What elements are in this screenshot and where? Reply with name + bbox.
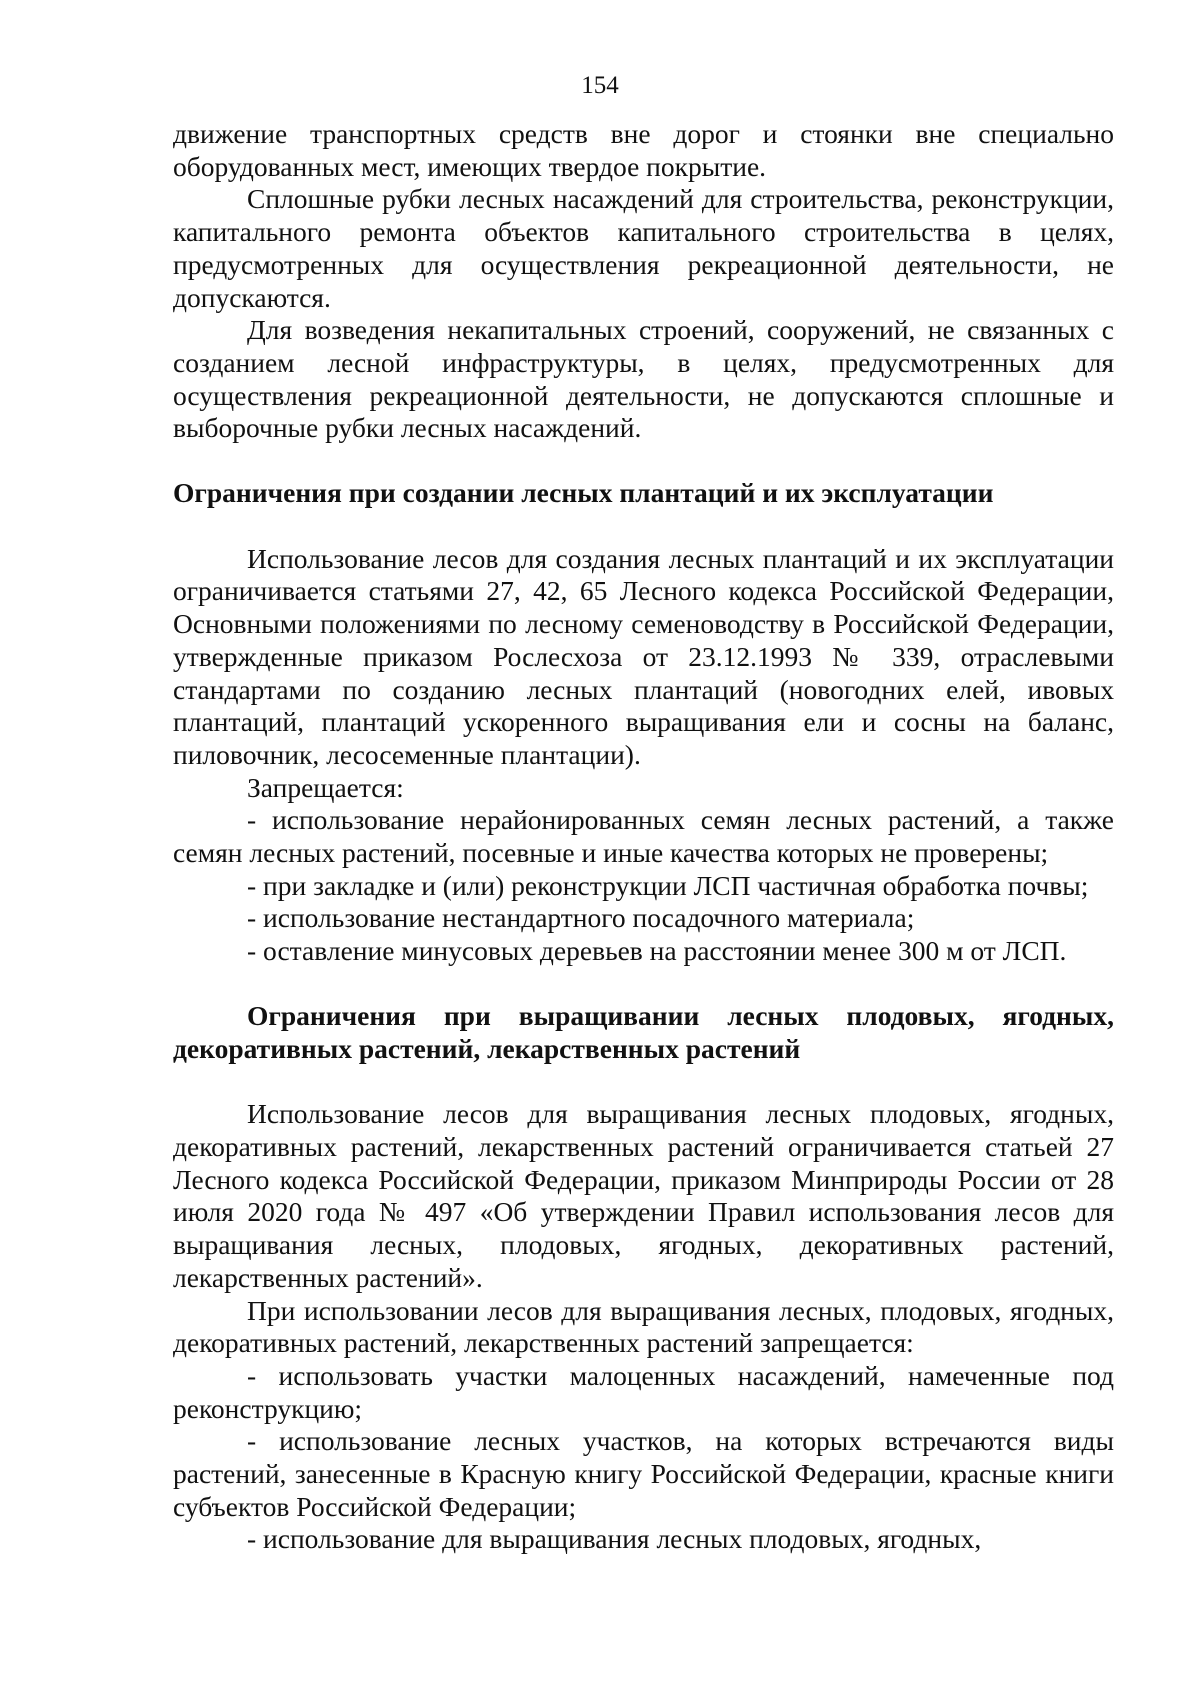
list-item: - использование лесных участков, на которых встречаются виды растений, занесенные в Красную книгу Российской Федерации, красные книги субъектов Российской Федерации; xyxy=(173,1425,1114,1522)
section-heading: Ограничения при выращивании лесных плодовых, ягодных, декоративных растений, лекарственных растений xyxy=(173,999,1114,1064)
list-item: - оставление минусовых деревьев на расстоянии менее 300 м от ЛСП. xyxy=(247,935,1067,967)
document-body xyxy=(173,118,1114,1556)
list-item: - использование нерайонированных семян лесных растений, а также семян лесных растений, посевные и иные качества которых не проверены; xyxy=(173,804,1114,869)
spacer xyxy=(173,1065,1114,1098)
paragraph: Использование лесов для создания лесных плантаций и их эксплуатации ограничивается статьями 27, 42, 65 Лесного кодекса Российской Федерации, Основными положениями по лесному семеноводству в Российской Федерации, утвержденные приказом Рослесхоза от 23.12.1993 № 339, отраслевыми стандартами по созданию лесных плантаций (новогодних елей, ивовых плантаций, плантаций ускоренного выращивания ели и сосны на баланс, пиловочник, лесосеменные плантации). xyxy=(173,542,1114,770)
spacer xyxy=(173,968,1114,1000)
paragraph: Запрещается: xyxy=(247,771,404,803)
spacer xyxy=(173,445,1114,477)
paragraph: При использовании лесов для выращивания лесных, плодовых, ягодных, декоративных растений, лекарственных растений запрещается: xyxy=(173,1294,1114,1359)
spacer xyxy=(173,510,1114,543)
page-number: 154 xyxy=(581,72,619,99)
list-item: - при закладке и (или) реконструкции ЛСП частичная обработка почвы; xyxy=(247,869,1089,901)
paragraph: Использование лесов для выращивания лесных плодовых, ягодных, декоративных растений, лекарственных растений ограничивается статьей 27 Лесного кодекса Российской Федерации, приказом Минприроды России от 28 июля 2020 года № 497 «Об утверждении Правил использования лесов для выращивания лесных, плодовых, ягодных, декоративных растений, лекарственных растений». xyxy=(173,1098,1114,1293)
paragraph: движение транспортных средств вне дорог и стоянки вне специально оборудованных мест, имеющих твердое покрытие. xyxy=(173,118,1114,182)
paragraph: Для возведения некапитальных строений, сооружений, не связанных с созданием лесной инфраструктуры, в целях, предусмотренных для осуществления рекреационной деятельности, не допускаются сплошные и выборочные рубки лесных насаждений. xyxy=(173,314,1114,444)
section-heading: Ограничения при создании лесных плантаций и их эксплуатации xyxy=(173,477,994,509)
paragraph: Сплошные рубки лесных насаждений для строительства, реконструкции, капитального ремонта объектов капитального строительства в целях, предусмотренных для осуществления рекреационной деятельности, не допускаются. xyxy=(173,183,1114,313)
list-item: - использование для выращивания лесных плодовых, ягодных, xyxy=(247,1523,982,1555)
list-item: - использование нестандартного посадочного материала; xyxy=(247,902,915,934)
list-item: - использовать участки малоценных насаждений, намеченные под реконструкцию; xyxy=(173,1359,1114,1424)
